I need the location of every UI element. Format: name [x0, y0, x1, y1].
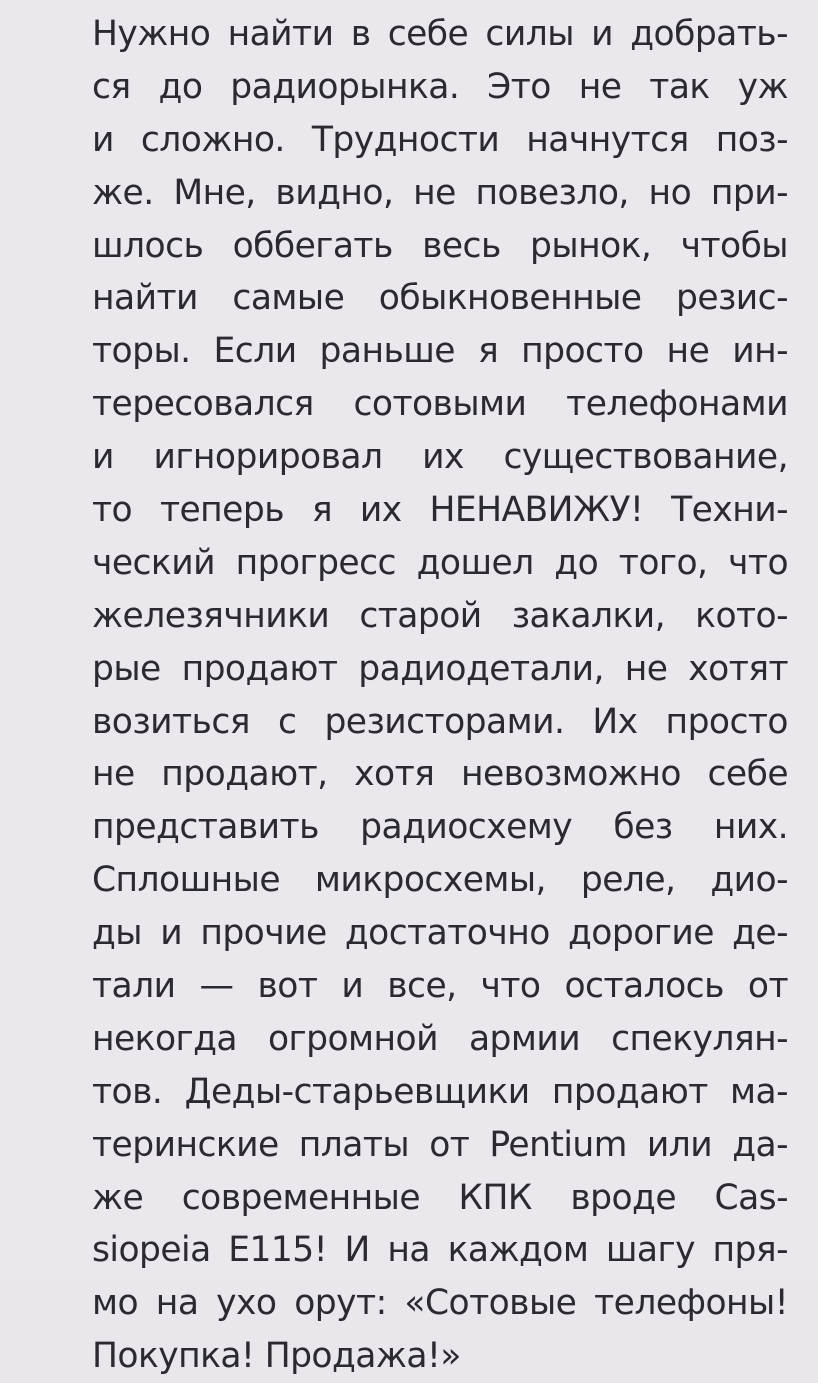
text-line: Нужно найти в себе силы и добрать- [92, 14, 788, 54]
text-line: ды и прочие достаточно дорогие де- [92, 913, 788, 954]
text-line: же современные КПК вроде Cas- [92, 1177, 788, 1218]
text-line: теринские платы от Pentium или да- [92, 1124, 788, 1165]
text-line: и сложно. Трудности начнутся поз- [92, 119, 788, 160]
text-line: мо на ухо орут: «Сотовые телефоны! [92, 1283, 788, 1324]
text-line: siopeia E115! И на каждом шагу пря- [92, 1230, 788, 1271]
text-line: тов. Деды-старьевщики продают ма- [92, 1071, 788, 1112]
text-line: представить радиосхему без них. [92, 807, 788, 848]
text-line: ческий прогресс дошел до того, что [92, 542, 788, 583]
text-line: некогда огромной армии спекулян- [92, 1018, 788, 1059]
text-line: железячники старой закалки, кото- [92, 595, 788, 636]
text-line: торы. Если раньше я просто не ин- [92, 331, 788, 372]
text-line: то теперь я их НЕНАВИЖУ! Техни- [92, 490, 788, 531]
article-text [92, 8, 788, 1383]
text-line: рые продают радиодетали, не хотят [92, 648, 788, 689]
text-line: не продают, хотя невозможно себе [92, 754, 788, 795]
text-line: возиться с резисторами. Их просто [92, 701, 788, 742]
text-line: же. Мне, видно, не повезло, но при- [92, 172, 788, 213]
text-line: тали — вот и все, что осталось от [92, 966, 788, 1007]
text-line: тересовался сотовыми телефонами [92, 384, 788, 425]
text-line: Покупка! Продажа!» [92, 1336, 461, 1377]
text-line: Сплошные микросхемы, реле, дио- [92, 860, 788, 901]
text-line: и игнорировал их существование, [92, 437, 788, 478]
text-line: найти самые обыкновенные резис- [92, 278, 788, 319]
text-line: шлось оббегать весь рынок, чтобы [92, 225, 788, 266]
text-line: ся до радиорынка. Это не так уж [92, 66, 788, 107]
